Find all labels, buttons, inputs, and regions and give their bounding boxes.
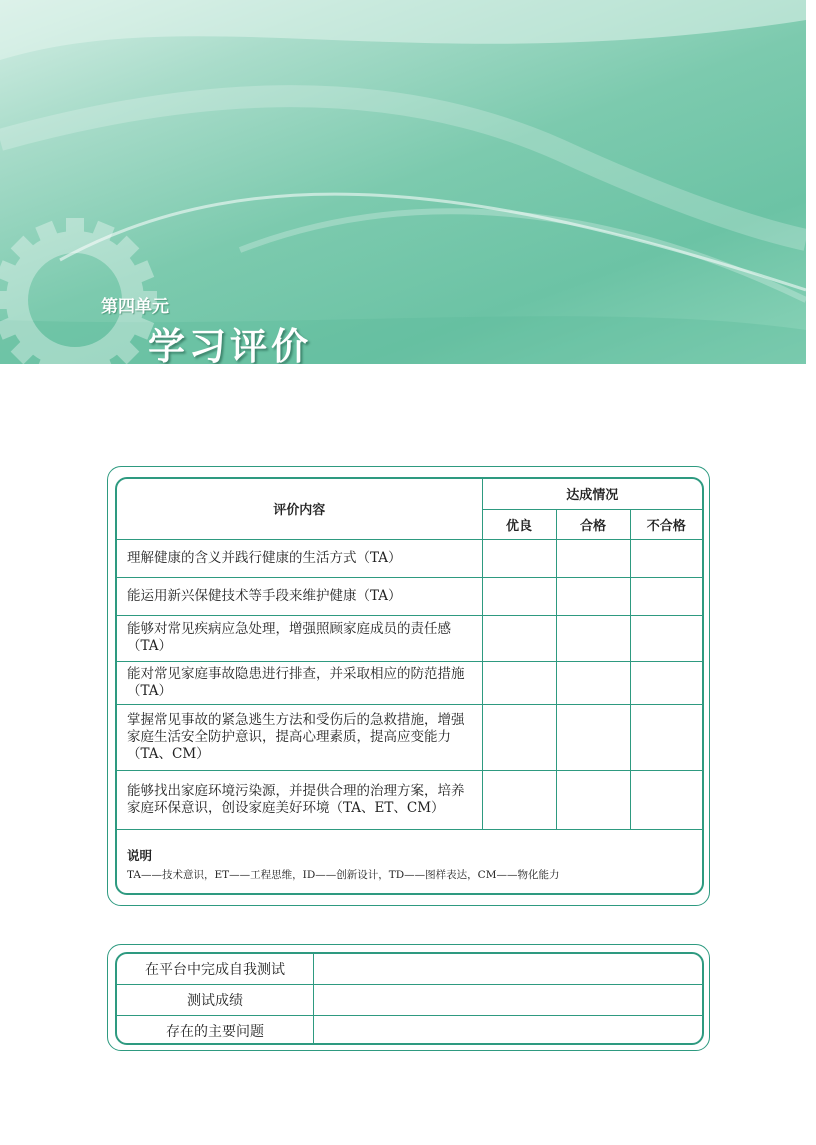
level-pass: 合格 <box>556 509 630 539</box>
note-row <box>117 829 702 890</box>
rating-cell-excellent[interactable] <box>482 577 556 615</box>
rating-cell-pass[interactable] <box>556 661 630 704</box>
criterion-text: 能够对常见疾病应急处理，增强照顾家庭成员的责任感（TA） <box>117 615 482 661</box>
table-row <box>117 577 702 615</box>
table-row <box>117 615 702 661</box>
content-header: 评价内容 <box>117 479 482 539</box>
self-test-value[interactable] <box>314 954 703 985</box>
criterion-text: 能运用新兴保健技术等手段来维护健康（TA） <box>117 577 482 615</box>
table-row <box>117 539 702 577</box>
level-fail: 不合格 <box>630 509 702 539</box>
rating-cell-excellent[interactable] <box>482 661 556 704</box>
self-test-table <box>117 954 702 1045</box>
level-excellent: 优良 <box>482 509 556 539</box>
rating-cell-fail[interactable] <box>630 704 702 770</box>
rating-cell-pass[interactable] <box>556 615 630 661</box>
table-row <box>117 985 702 1016</box>
rating-cell-pass[interactable] <box>556 577 630 615</box>
rating-cell-excellent[interactable] <box>482 615 556 661</box>
table-row <box>117 1016 702 1046</box>
rating-cell-fail[interactable] <box>630 539 702 577</box>
note-cell <box>117 829 702 890</box>
problems-label: 存在的主要问题 <box>117 1016 314 1046</box>
table-row <box>117 704 702 770</box>
note-text: TA——技术意识，ET——工程思维，ID——创新设计，TD——图样表达，CM——物化能力 <box>127 868 560 881</box>
header-banner <box>0 0 806 364</box>
rating-cell-excellent[interactable] <box>482 770 556 829</box>
self-test-table-container <box>115 952 704 1045</box>
status-header: 达成情况 <box>482 479 702 509</box>
evaluation-table-container <box>115 477 704 895</box>
rating-cell-pass[interactable] <box>556 770 630 829</box>
page-title: 学习评价 <box>148 325 312 364</box>
note-title: 说明 <box>127 847 153 863</box>
rating-cell-excellent[interactable] <box>482 704 556 770</box>
rating-cell-fail[interactable] <box>630 661 702 704</box>
rating-cell-fail[interactable] <box>630 577 702 615</box>
rating-cell-fail[interactable] <box>630 770 702 829</box>
table-row <box>117 661 702 704</box>
rating-cell-fail[interactable] <box>630 615 702 661</box>
problems-value[interactable] <box>314 1016 703 1046</box>
table-row <box>117 770 702 829</box>
score-label: 测试成绩 <box>117 985 314 1016</box>
evaluation-table <box>117 479 702 890</box>
rating-cell-pass[interactable] <box>556 704 630 770</box>
criterion-text: 掌握常见事故的紧急逃生方法和受伤后的急救措施，增强家庭生活安全防护意识，提高心理素质，提高应变能力（TA、CM） <box>117 704 482 770</box>
table-row <box>117 954 702 985</box>
criterion-text: 能够找出家庭环境污染源，并提供合理的治理方案，培养家庭环保意识，创设家庭美好环境（TA、ET、CM） <box>117 770 482 829</box>
rating-cell-pass[interactable] <box>556 539 630 577</box>
self-test-label: 在平台中完成自我测试 <box>117 954 314 985</box>
rating-cell-excellent[interactable] <box>482 539 556 577</box>
criterion-text: 能对常见家庭事故隐患进行排查，并采取相应的防范措施（TA） <box>117 661 482 704</box>
unit-label: 第四单元 <box>101 297 169 317</box>
score-value[interactable] <box>314 985 703 1016</box>
criterion-text: 理解健康的含义并践行健康的生活方式（TA） <box>117 539 482 577</box>
